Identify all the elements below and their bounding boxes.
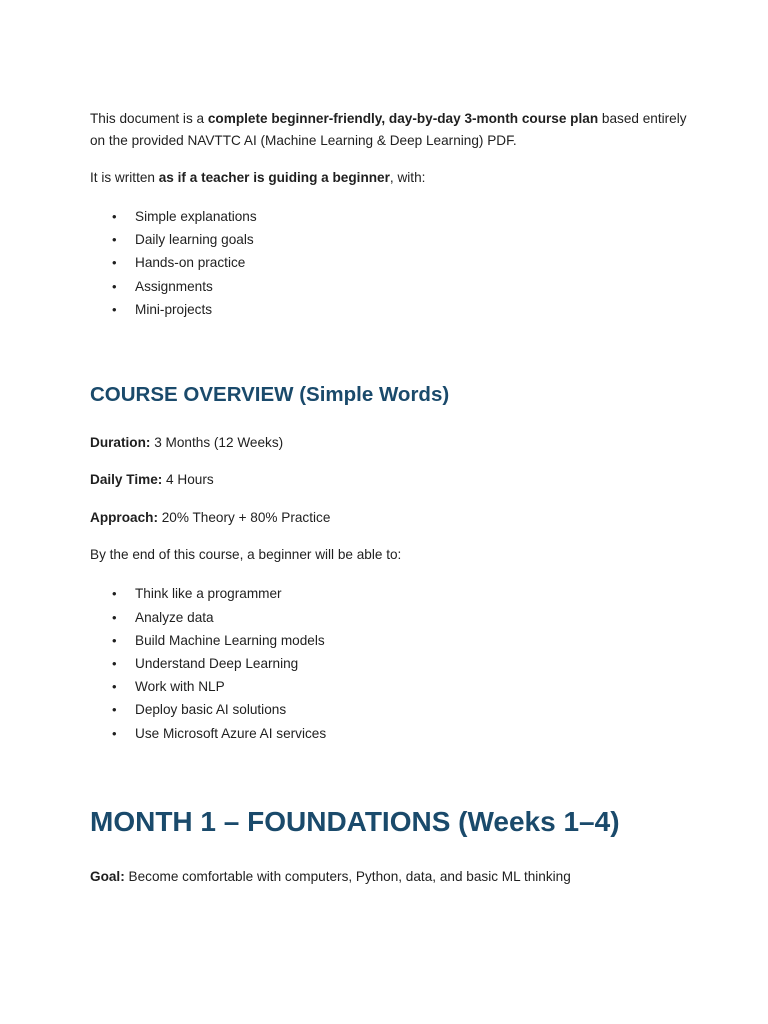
daily-time-label: Daily Time: — [90, 472, 163, 488]
bullet-icon: • — [112, 656, 117, 671]
list-item — [90, 205, 690, 228]
daily-time-value: 4 Hours — [162, 472, 214, 488]
bullet-icon: • — [112, 255, 117, 271]
written-as-paragraph — [90, 167, 690, 189]
list-item — [90, 275, 690, 298]
intro-text-cont: based entirely on the provided NAVTTC AI (Machine Learning & Deep Learning) PDF. — [90, 111, 687, 148]
list-item-text: Daily learning goals — [135, 232, 254, 248]
bullet-icon: • — [112, 609, 117, 625]
intro-paragraph — [90, 108, 690, 152]
list-item-text: Build Machine Learning models — [135, 632, 325, 648]
list-item — [90, 228, 690, 251]
list-item — [90, 722, 690, 745]
duration-line — [90, 432, 690, 454]
list-item-text: Think like a programmer — [135, 586, 282, 602]
approach-line — [90, 507, 690, 529]
list-item — [90, 629, 690, 652]
intro-bold-text: complete beginner-friendly, day-by-day 3-month course plan — [207, 111, 599, 126]
goal-line — [90, 866, 690, 888]
document-page — [90, 108, 690, 888]
list-item — [90, 698, 690, 721]
month1-heading: MONTH 1 – FOUNDATIONS (Weeks 1–4) — [90, 805, 620, 837]
bullet-icon: • — [112, 209, 117, 224]
bullet-icon: • — [112, 586, 117, 602]
list-item-text: Mini-projects — [135, 301, 213, 317]
written-text: It is written — [90, 170, 159, 185]
list-item — [90, 675, 690, 698]
approach-label: Approach: — [90, 509, 158, 525]
bullet-icon: • — [112, 679, 117, 695]
list-item — [90, 582, 690, 605]
list-item-text: Work with NLP — [135, 679, 225, 695]
bullet-icon: • — [112, 725, 117, 741]
list-item-text: Understand Deep Learning — [135, 656, 299, 671]
list-item — [90, 606, 690, 629]
list-item-text: Assignments — [135, 278, 213, 294]
course-overview-heading: COURSE OVERVIEW (Simple Words) — [90, 382, 450, 406]
written-bold-text: as if a teacher is guiding a beginner — [158, 170, 390, 185]
bullet-icon: • — [112, 632, 117, 648]
intro-text: This document is a — [90, 111, 208, 126]
daily-time-line — [90, 469, 690, 491]
outcomes-list — [90, 582, 690, 744]
bullet-icon: • — [112, 232, 117, 248]
goal-value: Become comfortable with computers, Python, data, and basic ML thinking — [124, 868, 571, 884]
written-text-cont: , with: — [389, 170, 426, 185]
approach-value: 20% Theory + 80% Practice — [157, 509, 331, 525]
list-item-text: Deploy basic AI solutions — [135, 702, 287, 718]
list-item — [90, 298, 690, 321]
features-list — [90, 205, 690, 321]
list-item-text: Analyze data — [135, 609, 214, 625]
goal-label: Goal: — [90, 868, 125, 884]
duration-value: 3 Months (12 Weeks) — [150, 434, 284, 450]
list-item — [90, 251, 690, 274]
bullet-icon: • — [112, 702, 117, 718]
bullet-icon: • — [112, 301, 117, 317]
list-item-text: Hands-on practice — [135, 255, 246, 271]
list-item-text: Simple explanations — [135, 209, 257, 224]
duration-label: Duration: — [90, 434, 151, 450]
list-item-text: Use Microsoft Azure AI services — [135, 725, 327, 741]
bullet-icon: • — [112, 278, 117, 294]
outcomes-intro: By the end of this course, a beginner will be able to: — [90, 547, 402, 563]
list-item — [90, 652, 690, 675]
